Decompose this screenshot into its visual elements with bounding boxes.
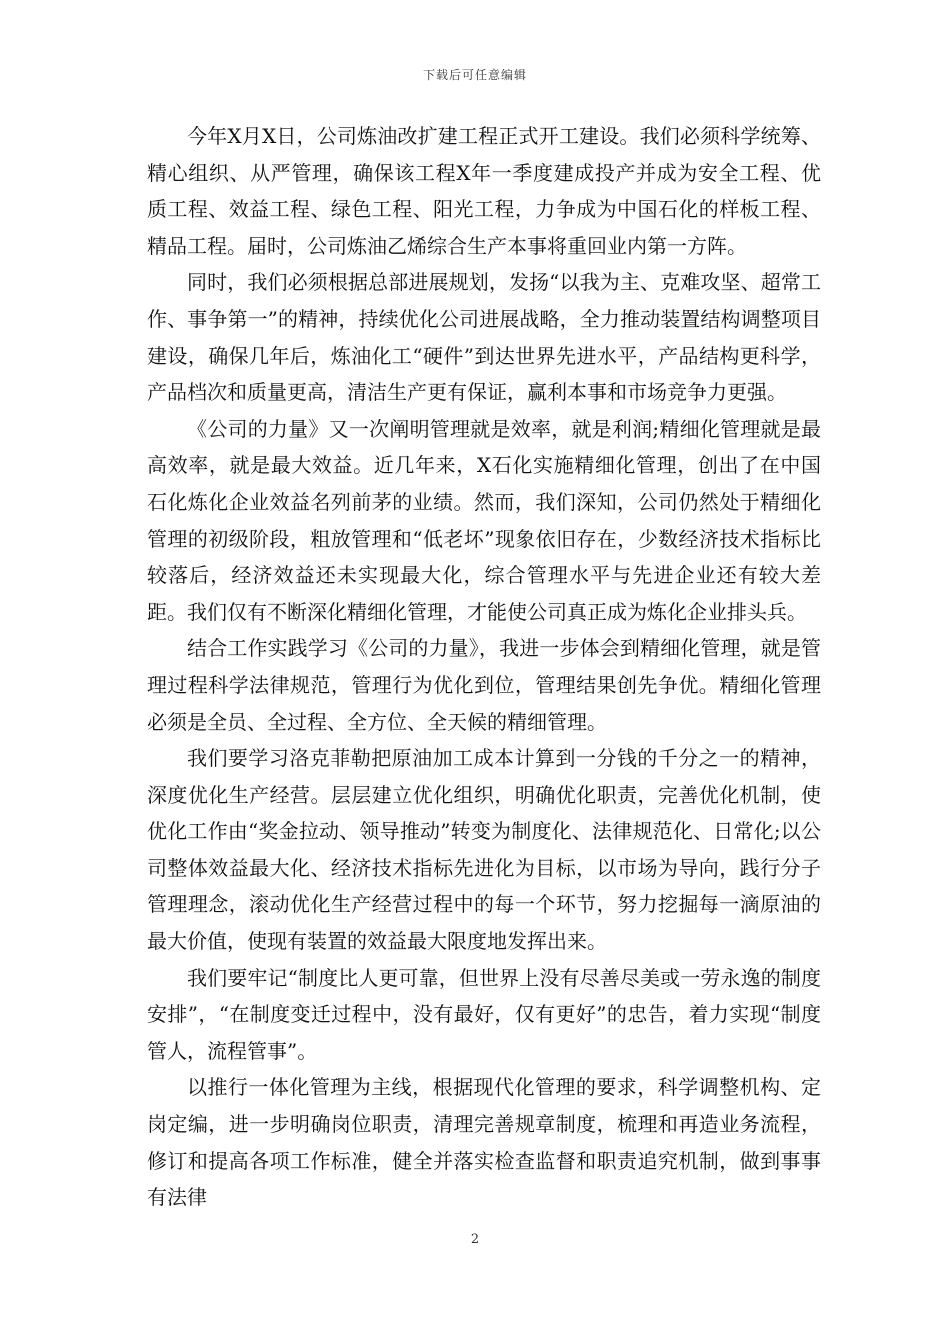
paragraph-7: 以推行一体化管理为主线，根据现代化管理的要求，科学调整机构、定岗定编，进一步明确岗位职责，清理完善规章制度，梳理和再造业务流程，修订和提高各项工作标准，健全并落实检查监督和职责追究机制，做到事事有法律	[147, 1075, 821, 1210]
page-header-note: 下载后可任意编辑	[422, 68, 527, 82]
paragraph-5: 我们要学习洛克菲勒把原油加工成本计算到一分钱的千分之一的精神，深度优化生产经营。层层建立优化组织，明确优化职责，完善优化机制，使优化工作由“奖金拉动、领导推动”转变为制度化、法律规范化、日常化;以公司整体效益最大化、经济技术指标先进化为目标，以市场为导向，践行分子管理理念，滚动优化生产经营过程中的每一个环节，努力挖掘每一滴原油的最大价值，使现有装置的效益最大限度地发挥出来。	[147, 746, 821, 954]
paragraph-4: 结合工作实践学习《公司的力量》，我进一步体会到精细化管理，就是管理过程科学法律规范，管理行为优化到位，管理结果创先争优。精细化管理必须是全员、全过程、全方位、全天候的精细管理。	[147, 636, 821, 734]
paragraph-1: 今年X月X日，公司炼油改扩建工程正式开工建设。我们必须科学统筹、精心组织、从严管理，确保该工程X年一季度建成投产并成为安全工程、优质工程、效益工程、绿色工程、阳光工程，力争成为中国石化的样板工程、精品工程。届时，公司炼油乙烯综合生产本事将重回业内第一方阵。	[147, 124, 821, 258]
document-body	[147, 118, 821, 1216]
page-number: 2	[470, 1232, 480, 1247]
paragraph-3: 《公司的力量》又一次阐明管理就是效率，就是利润;精细化管理就是最高效率，就是最大效益。近几年来，X石化实施精细化管理，创出了在中国石化炼化企业效益名列前茅的业绩。然而，我们深知，公司仍然处于精细化管理的初级阶段，粗放管理和“低老坏”现象依旧存在，少数经济技术指标比较落后，经济效益还未实现最大化，综合管理水平与先进企业还有较大差距。我们仅有不断深化精细化管理，才能使公司真正成为炼化企业排头兵。	[147, 416, 821, 624]
paragraph-2: 同时，我们必须根据总部进展规划，发扬“以我为主、克难攻坚、超常工作、事争第一”的精神，持续优化公司进展战略，全力推动装置结构调整项目建设，确保几年后，炼油化工“硬件”到达世界先进水平，产品结构更科学，产品档次和质量更高，清洁生产更有保证，赢利本事和市场竞争力更强。	[147, 270, 821, 405]
paragraph-6: 我们要牢记“制度比人更可靠，但世界上没有尽善尽美或一劳永逸的制度安排”，“在制度变迁过程中，没有最好，仅有更好”的忠告，着力实现“制度管人，流程管事”。	[147, 965, 821, 1063]
